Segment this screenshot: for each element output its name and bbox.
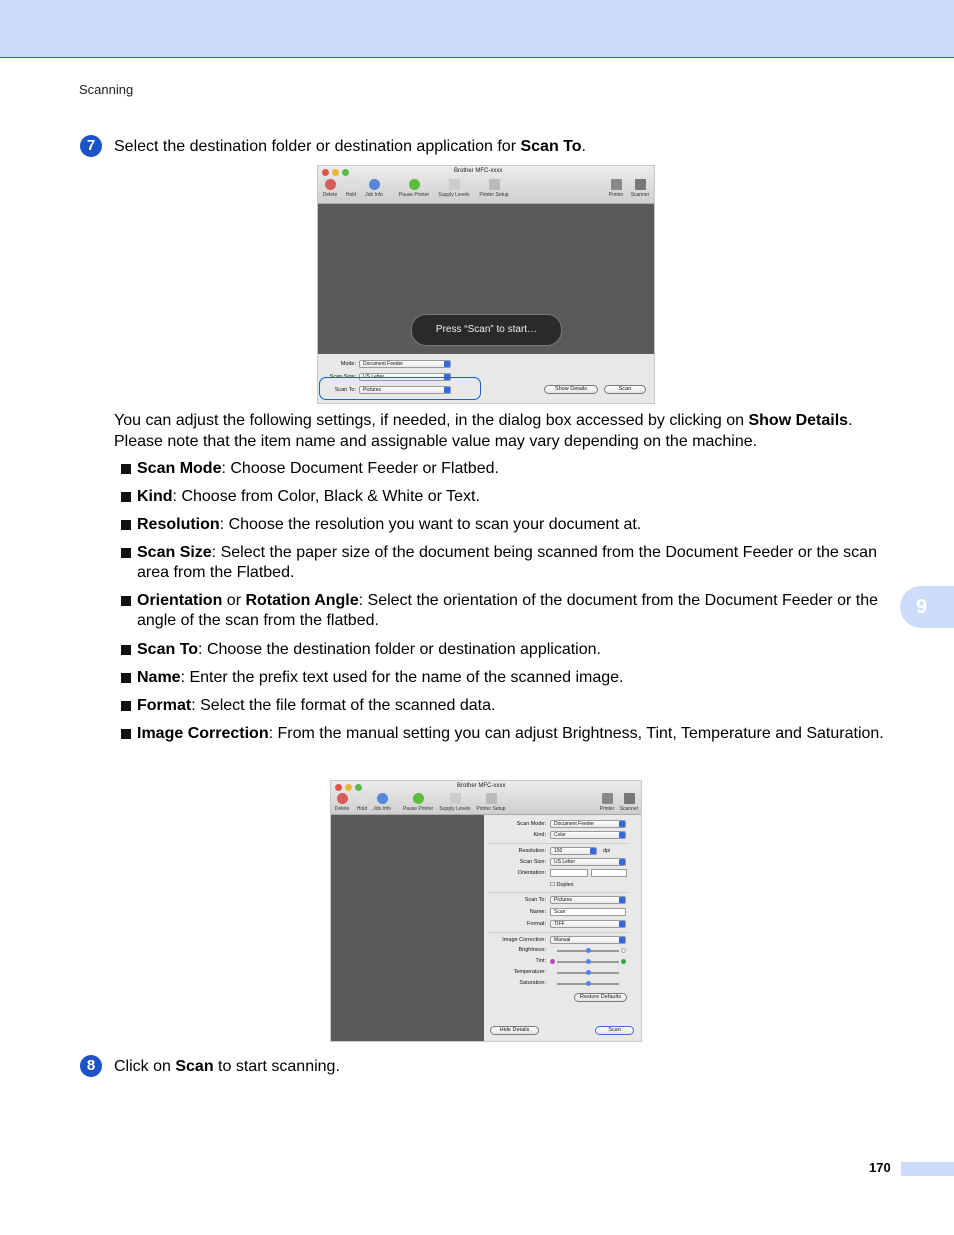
job-info-label: Job Info <box>373 806 391 812</box>
printer-icon <box>611 179 622 190</box>
chevron-down-icon <box>590 848 596 854</box>
pause-icon <box>413 793 424 804</box>
temperature-slider[interactable] <box>557 972 619 974</box>
supply-levels-button[interactable] <box>438 793 472 812</box>
zoom-icon[interactable] <box>342 169 349 176</box>
bullet-marker <box>121 729 131 739</box>
scan-mode-value: Document Feeder <box>554 821 595 827</box>
kind-select[interactable] <box>550 831 626 839</box>
scan-button[interactable]: Scan <box>595 1026 634 1035</box>
brightness-slider[interactable] <box>557 950 619 952</box>
printer-setup-icon <box>486 793 497 804</box>
chevron-down-icon <box>619 821 625 827</box>
scanner-window-compact <box>317 165 655 404</box>
bright-icon <box>621 948 626 953</box>
step-7-text <box>114 137 586 157</box>
scanner-window-details <box>330 780 642 1042</box>
temperature-label: Temperature: <box>513 969 546 975</box>
bullet-scan-to <box>121 640 891 660</box>
info-icon <box>377 793 388 804</box>
bullet-term: Image Correction <box>137 725 269 742</box>
supply-icon <box>449 179 460 190</box>
zoom-icon[interactable] <box>355 784 362 791</box>
resolution-unit: dpi <box>603 848 611 854</box>
printer-setup-button[interactable] <box>474 793 508 812</box>
tint-slider[interactable] <box>557 961 619 963</box>
bullet-term: Orientation <box>137 592 223 609</box>
scan-mode-label: Scan Mode: <box>516 821 546 827</box>
bullet-marker <box>121 701 131 711</box>
step-8-bold: Scan <box>175 1058 214 1075</box>
intro-bold: Show Details <box>748 412 849 429</box>
bullet-format <box>121 696 891 716</box>
pause-icon <box>409 179 420 190</box>
step-7-marker: 7 <box>80 135 102 157</box>
scanner-tab[interactable] <box>623 179 655 198</box>
bullet-term: Resolution <box>137 516 220 533</box>
printer-setup-icon <box>489 179 500 190</box>
scan-size-value: US Letter <box>363 374 385 380</box>
bullet-scan-size <box>121 543 891 583</box>
page-number-bar <box>901 1162 954 1176</box>
image-correction-value: Manual <box>554 937 571 943</box>
step-8-post: to start scanning. <box>213 1058 340 1075</box>
bullet-desc: : Enter the prefix text used for the name of the scanned image. <box>180 669 624 686</box>
pause-printer-button[interactable] <box>397 179 431 198</box>
scanner-tab-label: Scanner <box>630 192 650 198</box>
scanner-icon <box>635 179 646 190</box>
window-toolbar <box>331 781 641 815</box>
supply-levels-label: Supply Levels <box>438 192 470 198</box>
scan-size-label: Scan Size: <box>519 859 546 865</box>
divider <box>489 932 629 933</box>
tint-label: Tint: <box>535 958 546 964</box>
brightness-knob[interactable] <box>586 948 591 953</box>
orientation-group-1[interactable] <box>550 869 588 877</box>
pause-printer-label: Pause Printer <box>398 192 430 198</box>
bullet-desc: : Choose Document Feeder or Flatbed. <box>221 460 499 477</box>
hold-label: Hold <box>345 192 357 198</box>
bullet-marker <box>121 548 131 558</box>
resolution-value: 150 <box>554 848 563 854</box>
step-7-pre: Select the destination folder or destination application for <box>114 138 521 155</box>
scanner-icon <box>624 793 635 804</box>
bullet-scan-mode <box>121 459 891 479</box>
divider <box>489 892 629 893</box>
scan-to-value: Pictures <box>363 387 382 393</box>
scan-button[interactable]: Scan <box>604 385 646 394</box>
scan-prompt: Press “Scan” to start… <box>411 314 562 346</box>
bullet-term: Format <box>137 697 192 714</box>
bullet-orientation <box>121 591 891 631</box>
printer-tab-label: Printer <box>599 806 615 812</box>
delete-label: Delete <box>334 806 350 812</box>
bullet-desc: : From the manual setting you can adjust Brightness, Tint, Temperature and Saturation. <box>268 725 884 742</box>
scanner-tab-label: Scanner <box>619 806 639 812</box>
bullet-term: Scan To <box>137 641 199 658</box>
temperature-knob[interactable] <box>586 970 591 975</box>
page-number: 170 <box>869 1160 891 1175</box>
pause-printer-button[interactable] <box>401 793 435 812</box>
job-info-button[interactable] <box>357 179 391 198</box>
bullet-desc: : Choose the destination folder or destination application. <box>198 641 601 658</box>
scan-mode-select[interactable] <box>550 820 626 828</box>
pause-printer-label: Pause Printer <box>402 806 434 812</box>
printer-setup-button[interactable] <box>477 179 511 198</box>
bullet-mid: or <box>222 592 246 609</box>
bullet-term: Kind <box>137 488 173 505</box>
mode-value: Document Feeder <box>363 361 404 367</box>
chevron-down-icon <box>619 921 625 927</box>
chevron-down-icon <box>444 361 450 367</box>
step-7-post: . <box>581 138 586 155</box>
format-value: TIFF <box>554 921 565 927</box>
close-icon[interactable] <box>322 169 329 176</box>
printer-setup-label: Printer Setup <box>476 806 506 812</box>
bullet-name <box>121 668 891 688</box>
orientation-group-2[interactable] <box>591 869 627 877</box>
format-select[interactable] <box>550 920 626 928</box>
intro-paragraph <box>114 410 904 452</box>
supply-icon <box>450 793 461 804</box>
saturation-label: Saturation: <box>519 980 546 986</box>
image-correction-select[interactable] <box>550 936 626 944</box>
chevron-down-icon <box>619 832 625 838</box>
bullet-term: Scan Size <box>137 544 212 561</box>
bullet-marker <box>121 596 131 606</box>
close-icon[interactable] <box>335 784 342 791</box>
saturation-slider[interactable] <box>557 983 619 985</box>
orientation-label: Orientation: <box>517 870 546 876</box>
name-label: Name: <box>529 909 546 915</box>
bullet-marker <box>121 520 131 530</box>
bullet-marker <box>121 645 131 655</box>
scan-size-select[interactable] <box>550 858 626 866</box>
step-8-pre: Click on <box>114 1058 176 1075</box>
hold-icon <box>346 179 357 190</box>
printer-setup-label: Printer Setup <box>479 192 509 198</box>
kind-label: Kind: <box>533 832 546 838</box>
chevron-down-icon <box>619 897 625 903</box>
mode-select[interactable] <box>359 360 451 368</box>
job-info-label: Job Info <box>365 192 383 198</box>
bullet-desc: : Choose the resolution you want to scan your document at. <box>219 516 642 533</box>
bullet-kind <box>121 487 891 507</box>
duplex-label: Duplex <box>556 882 574 888</box>
info-icon <box>369 179 380 190</box>
name-field[interactable]: Scan <box>550 908 626 916</box>
kind-value: Color <box>554 832 566 838</box>
scan-to-value: Pictures <box>554 897 573 903</box>
image-correction-label: Image Correction: <box>502 937 546 943</box>
supply-levels-button[interactable] <box>437 179 471 198</box>
window-title: Brother MFC-xxxx <box>454 168 503 174</box>
tint-knob[interactable] <box>586 959 591 964</box>
saturation-knob[interactable] <box>586 981 591 986</box>
section-title: Scanning <box>79 82 134 97</box>
header-band <box>0 0 954 58</box>
printer-icon <box>602 793 613 804</box>
restore-defaults-button[interactable]: Restore Defaults <box>574 993 627 1002</box>
hide-details-button[interactable]: Hide Details <box>490 1026 539 1035</box>
step-8-marker: 8 <box>80 1055 102 1077</box>
bullet-term: Scan Mode <box>137 460 222 477</box>
magenta-icon <box>550 959 555 964</box>
bullet-term-2: Rotation Angle <box>245 592 359 609</box>
scanner-tab[interactable] <box>612 793 642 812</box>
resolution-select[interactable] <box>550 847 597 855</box>
bullet-term: Name <box>137 669 181 686</box>
chevron-down-icon <box>619 937 625 943</box>
resolution-label: Resolution: <box>518 848 546 854</box>
bullet-marker <box>121 464 131 474</box>
printer-tab-label: Printer <box>608 192 624 198</box>
delete-label: Delete <box>322 192 338 198</box>
step-7-bold: Scan To <box>520 138 582 155</box>
divider <box>489 843 629 844</box>
minimize-icon[interactable] <box>345 784 352 791</box>
duplex-checkbox[interactable]: ☐ Duplex <box>550 882 574 888</box>
scan-size-label: Scan Size: <box>329 374 356 380</box>
bullet-desc: : Select the orientation of the document from the Document Feeder or the angle of the scan from the flatbed. <box>137 592 879 629</box>
bullet-image-correction <box>121 724 891 744</box>
chevron-down-icon <box>619 859 625 865</box>
window-title: Brother MFC-xxxx <box>457 783 506 789</box>
scan-size-value: US Letter <box>554 859 576 865</box>
chapter-tab: 9 <box>900 586 954 628</box>
step-8-text <box>114 1057 340 1077</box>
scan-to-label: Scan To: <box>524 897 546 903</box>
supply-levels-label: Supply Levels <box>439 806 471 812</box>
preview-area <box>331 815 484 1042</box>
hold-label: Hold <box>356 806 368 812</box>
green-icon <box>621 959 626 964</box>
scan-to-label: Scan To: <box>334 387 356 393</box>
bullet-desc: : Select the paper size of the document being scanned from the Document Feeder or the scan area from the Flatbed. <box>137 544 877 581</box>
window-toolbar <box>318 166 654 204</box>
scan-to-highlight <box>319 377 481 400</box>
format-label: Format: <box>527 921 546 927</box>
intro-post: . Please note that the item name and assignable value may vary depending on the machine. <box>114 412 853 450</box>
scan-to-select[interactable] <box>550 896 626 904</box>
bullet-desc: : Select the file format of the scanned data. <box>191 697 496 714</box>
show-details-button[interactable]: Show Details <box>544 385 598 394</box>
mode-label: Mode: <box>340 361 356 367</box>
job-info-button[interactable] <box>365 793 399 812</box>
bullet-marker <box>121 673 131 683</box>
minimize-icon[interactable] <box>332 169 339 176</box>
bullet-resolution <box>121 515 891 535</box>
bullet-marker <box>121 492 131 502</box>
bullet-desc: : Choose from Color, Black & White or Text. <box>172 488 480 505</box>
intro-pre: You can adjust the following settings, if needed, in the dialog box accessed by clicking on <box>114 412 749 429</box>
brightness-label: Brightness: <box>518 947 546 953</box>
